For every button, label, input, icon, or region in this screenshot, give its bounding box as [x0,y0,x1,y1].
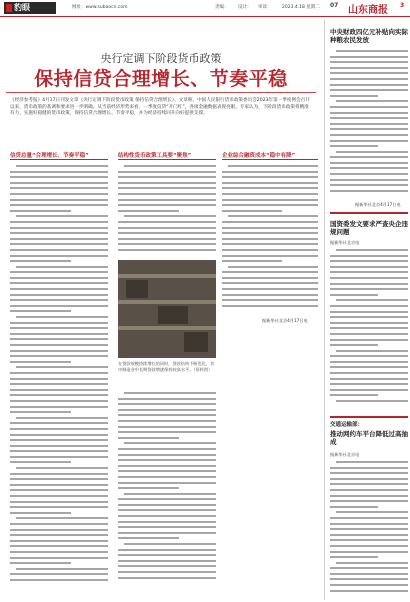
text-line [228,165,318,167]
text-line [330,372,408,374]
text-line [10,372,108,374]
sidebar-story1-body [330,50,408,200]
text-line [118,560,216,562]
sidebar-rule [330,416,408,418]
text-line [228,266,318,268]
text-line [222,243,318,245]
text-line [330,271,408,273]
text-line [10,389,108,391]
text-line [10,411,71,413]
newspaper-brand: 山东商报 [348,5,388,16]
text-line [10,540,108,542]
text-line [330,556,378,558]
site-url: 网址：www.subaocn.com [72,5,128,10]
text-line [330,523,408,525]
text-line [10,338,108,340]
text-line [10,187,108,189]
text-line [16,467,108,469]
text-line [118,210,179,212]
text-line [330,95,378,97]
text-line [118,232,216,234]
text-line [10,350,108,352]
text-line [10,456,108,458]
section-heading-2: 结构性货币政策工具要“聚焦” [118,153,192,159]
text-line [336,511,408,513]
text-line [118,509,216,511]
text-line [222,221,318,223]
text-line [118,398,216,400]
text-line [10,489,108,491]
text-line [124,165,216,167]
text-line [16,266,108,268]
text-line [10,495,108,497]
text-line [10,461,71,463]
text-line [118,448,216,450]
text-line [222,204,318,206]
text-line [118,193,216,195]
text-line [10,529,108,531]
text-line [118,487,179,489]
text-line [330,140,408,142]
text-line [330,67,408,69]
text-line [16,417,108,419]
text-line [118,437,179,439]
column-2-body-bottom [118,392,216,592]
text-line [118,431,216,433]
text-line [222,232,318,234]
text-line [124,392,216,394]
text-line [10,551,108,553]
text-line [10,182,108,184]
brand-page: 3 [400,2,405,9]
sidebar-story3-byline: 据新华社北京电 [330,452,360,457]
text-line [10,288,108,290]
text-line [222,227,318,229]
text-line [118,227,216,229]
text-line [222,171,318,173]
text-line [330,167,408,169]
text-line [222,182,318,184]
text-line [330,472,408,474]
text-line [10,204,108,206]
text-line [330,478,408,480]
text-line [330,266,408,268]
text-line [222,294,318,296]
text-line [10,573,108,575]
text-line [336,461,408,463]
text-line [10,428,108,430]
text-line [10,305,108,307]
text-line [118,426,216,428]
text-line [16,366,108,368]
text-line [222,176,318,178]
text-line [330,506,378,508]
text-line [330,584,408,586]
text-line [118,420,216,422]
text-line [124,543,216,545]
column-3-body [222,165,318,310]
text-line [330,366,408,368]
text-line [118,565,216,567]
text-line [10,445,108,447]
text-line [330,61,408,63]
photo-detail [126,280,148,298]
text-line [222,260,282,262]
masthead [0,0,410,17]
text-line [330,534,408,536]
section-name: 豹眼 [14,3,30,12]
text-line [118,171,216,173]
text-line [336,400,408,402]
text-line [10,523,108,525]
text-line [124,215,216,217]
photo-detail [118,326,216,330]
photo-detail [118,300,216,304]
column-rule-2 [118,159,216,160]
text-line [330,277,408,279]
text-line [10,557,108,559]
text-line [330,339,408,341]
text-line [228,215,318,217]
text-line [10,394,108,396]
text-line [118,515,216,517]
text-line [330,539,408,541]
text-line [10,255,108,257]
text-line [10,545,108,547]
text-line [10,501,108,503]
text-line [10,199,108,201]
text-line [336,249,408,251]
text-line [118,243,216,245]
text-line [330,394,378,396]
photo-detail [184,332,208,352]
text-line [330,128,408,130]
text-line [118,221,216,223]
photo-detail [118,274,216,278]
text-line [330,545,408,547]
text-line [124,493,216,495]
text-line [16,165,108,167]
sidebar-story2-byline: 据新华社北京电 [330,240,360,245]
text-line [10,406,108,408]
text-line [330,190,408,192]
text-line [330,489,408,491]
text-line [10,271,108,273]
text-line [118,204,216,206]
text-line [222,210,282,212]
text-line [330,260,408,262]
text-line [10,227,108,229]
text-line [118,403,216,405]
text-line [10,400,108,402]
text-line [118,549,216,551]
text-line [118,187,216,189]
text-line [330,56,408,58]
text-line [118,504,216,506]
text-line [336,151,408,153]
text-line [330,327,408,329]
text-line [330,578,408,580]
text-line [118,249,216,251]
text-line [330,344,378,346]
text-line [16,215,108,217]
text-line [118,199,216,201]
text-line [330,156,408,158]
text-line [10,512,71,514]
text-line [330,184,408,186]
text-line [222,288,318,290]
text-line [330,106,408,108]
column-rule-3 [222,159,318,160]
text-line [10,238,108,240]
text-line [10,562,71,564]
text-line [330,72,408,74]
text-line [330,355,408,357]
text-line [10,260,71,262]
text-line [330,483,408,485]
text-line [124,442,216,444]
text-line [10,249,108,251]
text-line [10,422,108,424]
text-line [118,182,216,184]
text-line [330,78,408,80]
text-line [222,193,318,195]
text-line [222,187,318,189]
text-line [118,537,179,539]
text-line [16,316,108,318]
text-line [118,465,216,467]
text-line [330,573,408,575]
sidebar-divider [324,20,325,600]
text-line [330,383,408,385]
text-line [10,383,108,385]
text-line [330,117,408,119]
text-line [330,288,408,290]
text-line [10,310,71,312]
text-line [10,277,108,279]
article-photo [118,260,216,358]
text-line [330,567,408,569]
text-line [10,434,108,436]
text-line [118,482,216,484]
text-line [330,517,408,519]
text-line [330,528,408,530]
sidebar-story3-headline: 推动网约车平台降低过高抽成 [330,430,408,446]
text-line [330,112,408,114]
text-line [10,355,108,357]
text-line [336,50,408,52]
designer-label: 设计： [238,5,252,10]
text-line [222,271,318,273]
text-line [330,162,408,164]
text-line [10,450,108,452]
text-line [222,199,318,201]
text-line [118,470,216,472]
text-line [10,327,108,329]
text-line [330,89,408,91]
text-line [336,299,408,301]
sidebar-story1-byline: 据新华社北京4月17日电 [355,202,401,207]
text-line [10,294,108,296]
sidebar-story2-headline: 国资委发文要求严查央企违规问题 [330,220,408,236]
text-line [10,484,108,486]
page-number: 07 [330,2,339,9]
sidebar-story2-body [330,249,408,409]
text-line [10,478,108,480]
editor-label: 责编： [215,5,229,10]
text-line [330,500,408,502]
sidebar-story3-body [330,461,408,599]
text-line [330,551,408,553]
text-line [118,521,216,523]
text-line [10,579,108,581]
photo-detail [158,306,188,324]
column-1-body [10,165,108,585]
text-line [330,495,408,497]
text-line [10,439,108,441]
text-line [222,255,318,257]
text-line [118,409,216,411]
text-line [10,473,108,475]
text-line [10,506,108,508]
text-line [330,361,408,363]
text-line [222,249,318,251]
text-line [330,389,408,391]
text-line [10,344,108,346]
text-line [330,145,378,147]
text-line [118,577,216,579]
text-line [118,176,216,178]
text-line [330,173,408,175]
main-byline: 据新华社北京4月17日电 [262,318,308,323]
text-line [10,282,108,284]
text-line [118,526,216,528]
text-line [336,100,408,102]
text-line [118,498,216,500]
photo-caption: 在贷款规模持续增长的同时，贷款结构不断优化，其中制造业中长期贷款增速保持较高水平。（资料图） [118,361,215,372]
issue-date: 2023.4.18 星期二 [282,5,320,10]
text-line [10,171,108,173]
kicker: 央行定调下阶段货币政策 [100,52,222,65]
sidebar-story1-headline: 中央财政四亿元补贴向实际种粮农民发放 [330,28,408,44]
sidebar-rule [330,212,408,214]
section-logo [4,2,56,14]
text-line [10,210,71,212]
text-line [118,414,216,416]
text-line [330,294,378,296]
text-line [330,255,408,257]
text-line [10,176,108,178]
text-line [10,534,108,536]
section-heading-1: 信贷总量“合理增长、节奏平稳” [10,153,89,159]
text-line [10,361,71,363]
text-line [330,283,408,285]
text-line [336,350,408,352]
text-line [118,459,216,461]
section-heading-3: 企业综合融资成本“稳中有降” [222,153,296,159]
text-line [330,305,408,307]
text-line [118,476,216,478]
text-line [330,378,408,380]
text-line [118,571,216,573]
lead-paragraph: 《经济参考报》4月17日刊发文章《央行定调下阶段货币政策 保持信贷合理增长》。文章称，中国人民银行货币政策委员会2023年第一季度例会召开以来，货币政策的基调和要求进一步明确。从当前经济形势来看，一季度信贷“开门红”，各项金融数据表现亮眼。专家认为，下阶段货币政策将精准有力，实施好稳健的货币政策，保持信贷合理增长、节奏平稳，并为经济持续回升向好提供支撑。 [10,98,310,117]
sidebar-story3-kicker: 交通运输部： [330,422,364,428]
text-line [10,193,108,195]
text-line [10,333,108,335]
column-rule-1 [10,159,108,160]
text-line [330,311,408,313]
text-line [222,238,318,240]
text-line [16,517,108,519]
text-line [222,305,318,307]
text-line [118,532,216,534]
text-line [330,467,408,469]
text-line [330,590,408,592]
text-line [118,454,216,456]
text-line [222,282,318,284]
text-line [118,554,216,556]
text-line [330,333,408,335]
text-line [10,243,108,245]
main-headline: 保持信贷合理增长、节奏平稳 [34,68,288,90]
text-line [336,562,408,564]
headline-rule [6,92,316,93]
text-line [330,316,408,318]
text-line [16,568,108,570]
text-line [330,322,408,324]
text-line [222,277,318,279]
text-line [10,221,108,223]
column-2-body-top [118,165,216,257]
text-line [10,378,108,380]
text-line [330,84,408,86]
text-line [10,232,108,234]
text-line [330,123,408,125]
text-line [330,179,408,181]
text-line [10,322,108,324]
text-line [330,134,408,136]
text-line [118,238,216,240]
proofreader-label: 审读： [258,5,272,10]
text-line [10,299,108,301]
text-line [222,299,318,301]
